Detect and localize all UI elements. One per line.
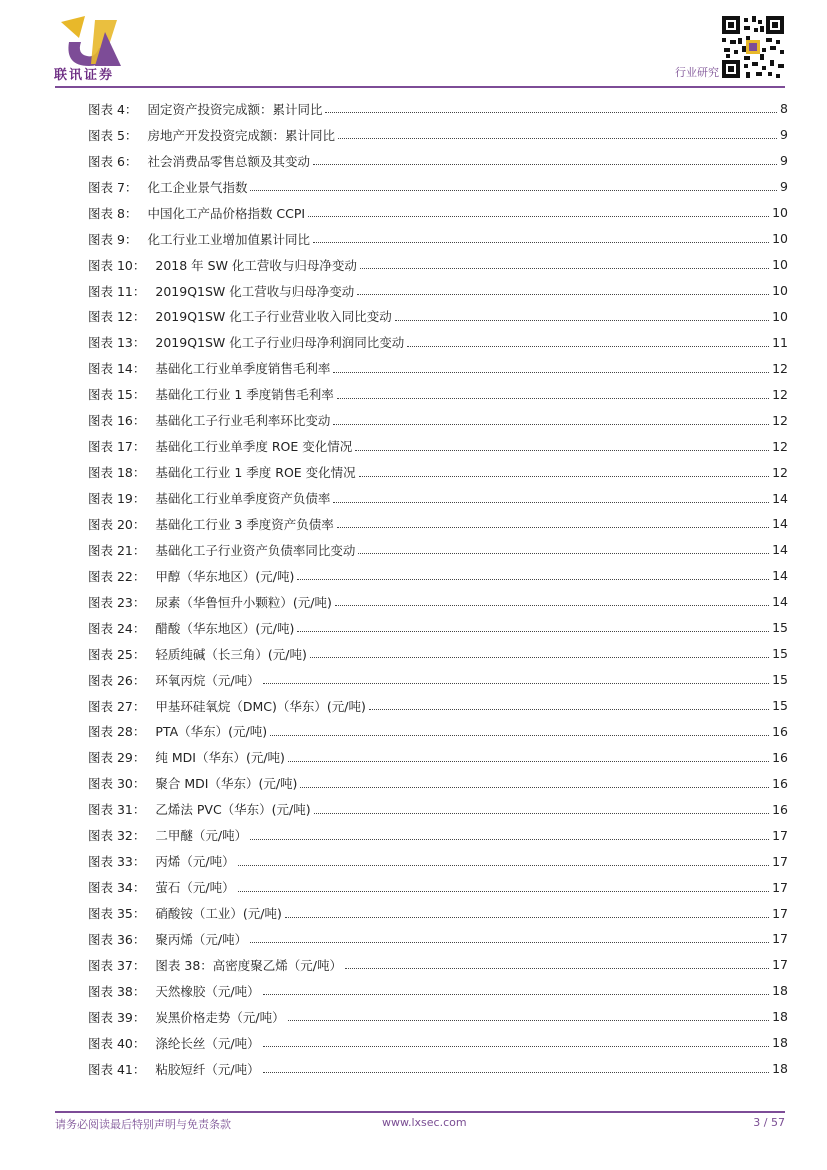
toc-entry-page: 15 (772, 698, 788, 714)
toc-entry-title: 固定资产投资完成额：累计同比 (147, 101, 323, 117)
toc-entry[interactable] (88, 926, 788, 952)
toc-entry[interactable] (88, 122, 788, 148)
toc-entry-title: 二甲醚（元/吨） (155, 828, 248, 844)
toc-entry-label: 图表 34： (88, 880, 146, 896)
toc-entry[interactable] (88, 252, 788, 278)
toc-entry-label: 图表 26： (88, 672, 146, 688)
toc-entry-title: 萤石（元/吨） (155, 880, 235, 896)
toc-dot-leader (313, 242, 769, 243)
toc-dot-leader (250, 190, 777, 191)
toc-entry[interactable] (88, 615, 788, 641)
industry-label: 行业研究 (675, 66, 719, 79)
toc-entry[interactable] (88, 148, 788, 174)
toc-dot-leader (314, 813, 769, 814)
toc-entry[interactable] (88, 1030, 788, 1056)
toc-entry-label: 图表 17： (88, 439, 146, 455)
toc-entry-page: 11 (772, 334, 788, 350)
toc-entry[interactable] (88, 485, 788, 511)
toc-entry-label: 图表 4： (88, 101, 138, 117)
toc-entry-page: 16 (772, 749, 788, 765)
figure-index (88, 96, 788, 1082)
toc-dot-leader (360, 268, 769, 269)
toc-entry-label: 图表 41： (88, 1061, 146, 1077)
toc-entry-label: 图表 16： (88, 413, 146, 429)
toc-entry-label: 图表 12： (88, 309, 146, 325)
toc-entry-label: 图表 40： (88, 1035, 146, 1051)
toc-entry[interactable] (88, 719, 788, 745)
toc-dot-leader (270, 735, 769, 736)
toc-dot-leader (345, 968, 769, 969)
toc-entry[interactable] (88, 304, 788, 330)
toc-dot-leader (337, 527, 769, 528)
toc-entry-title: 中国化工产品价格指数 CCPI (147, 205, 306, 221)
toc-entry-title: 基础化工行业单季度销售毛利率 (155, 361, 331, 377)
toc-entry-title: 基础化工行业 1 季度销售毛利率 (155, 387, 334, 403)
toc-entry[interactable] (88, 433, 788, 459)
toc-entry-page: 17 (772, 905, 788, 921)
toc-entry-title: 图表 38：高密度聚乙烯（元/吨） (155, 957, 342, 973)
toc-entry-label: 图表 32： (88, 828, 146, 844)
toc-entry-title: 丙烯（元/吨） (155, 854, 235, 870)
toc-dot-leader (355, 450, 769, 451)
toc-entry-page: 15 (772, 672, 788, 688)
toc-entry-page: 18 (772, 983, 788, 999)
toc-entry[interactable] (88, 952, 788, 978)
header-divider (55, 86, 785, 88)
company-name: 联讯证券 (54, 68, 115, 83)
toc-entry-page: 17 (772, 853, 788, 869)
toc-entry[interactable] (88, 900, 788, 926)
toc-entry-page: 10 (772, 308, 788, 324)
toc-entry-title: 2019Q1SW 化工营收与归母净变动 (155, 283, 355, 299)
toc-entry[interactable] (88, 641, 788, 667)
toc-entry-page: 9 (780, 153, 788, 169)
toc-entry-label: 图表 39： (88, 1009, 146, 1025)
toc-entry-title: 环氧丙烷（元/吨） (155, 672, 260, 688)
toc-entry-page: 18 (772, 1009, 788, 1025)
toc-entry-page: 18 (772, 1061, 788, 1077)
toc-entry-title: 醋酸（华东地区）(元/吨) (155, 620, 295, 636)
toc-dot-leader (250, 942, 769, 943)
toc-entry-title: 基础化工行业 3 季度资产负债率 (155, 516, 334, 532)
toc-dot-leader (358, 553, 769, 554)
footer-disclaimer: 请务必阅读最后特别声明与免责条款 (55, 1118, 231, 1131)
toc-entry[interactable] (88, 537, 788, 563)
toc-entry-label: 图表 27： (88, 698, 146, 714)
page-header (0, 0, 827, 90)
toc-entry-page: 10 (772, 257, 788, 273)
toc-entry-title: 尿素（华鲁恒升小颗粒）(元/吨) (155, 594, 332, 610)
toc-dot-leader (288, 1020, 769, 1021)
toc-entry-page: 15 (772, 646, 788, 662)
toc-entry-page: 12 (772, 360, 788, 376)
toc-entry-title: 社会消费品零售总额及其变动 (147, 153, 310, 169)
toc-dot-leader (359, 476, 769, 477)
toc-entry-label: 图表 21： (88, 542, 146, 558)
toc-entry-label: 图表 33： (88, 854, 146, 870)
toc-entry[interactable] (88, 355, 788, 381)
toc-entry-page: 9 (780, 179, 788, 195)
toc-dot-leader (263, 1046, 769, 1047)
toc-entry-title: 乙烯法 PVC（华东）(元/吨) (155, 802, 311, 818)
toc-dot-leader (297, 631, 769, 632)
toc-dot-leader (263, 994, 769, 995)
toc-entry-title: PTA（华东）(元/吨) (155, 724, 268, 740)
toc-entry-title: 粘胶短纤（元/吨） (155, 1061, 260, 1077)
toc-entry-label: 图表 31： (88, 802, 146, 818)
toc-entry-label: 图表 11： (88, 283, 146, 299)
toc-entry[interactable] (88, 848, 788, 874)
toc-entry-title: 2018 年 SW 化工营收与归母净变动 (155, 257, 357, 273)
toc-entry-page: 10 (772, 205, 788, 221)
toc-entry-label: 图表 8： (88, 205, 138, 221)
toc-entry-title: 聚合 MDI（华东）(元/吨) (155, 776, 298, 792)
toc-entry-page: 8 (780, 101, 788, 117)
toc-entry[interactable] (88, 563, 788, 589)
toc-entry[interactable] (88, 693, 788, 719)
toc-dot-leader (333, 502, 769, 503)
toc-entry[interactable] (88, 667, 788, 693)
toc-entry[interactable] (88, 874, 788, 900)
toc-entry-label: 图表 5： (88, 127, 138, 143)
toc-entry-label: 图表 7： (88, 179, 138, 195)
toc-dot-leader (357, 294, 769, 295)
toc-entry[interactable] (88, 407, 788, 433)
toc-entry-label: 图表 13： (88, 335, 146, 351)
toc-entry-page: 17 (772, 957, 788, 973)
toc-entry-page: 15 (772, 620, 788, 636)
toc-entry[interactable] (88, 511, 788, 537)
toc-entry-label: 图表 23： (88, 594, 146, 610)
toc-entry[interactable] (88, 381, 788, 407)
toc-entry[interactable] (88, 1004, 788, 1030)
footer-website[interactable]: www.lxsec.com (382, 1116, 467, 1129)
toc-entry-title: 甲醇（华东地区）(元/吨) (155, 568, 295, 584)
toc-entry-title: 聚丙烯（元/吨） (155, 931, 248, 947)
toc-entry-title: 轻质纯碱（长三角）(元/吨) (155, 646, 307, 662)
toc-entry-page: 9 (780, 127, 788, 143)
toc-entry-page: 17 (772, 879, 788, 895)
toc-entry-page: 16 (772, 801, 788, 817)
toc-entry-page: 17 (772, 931, 788, 947)
toc-entry-title: 硝酸铵（工业）(元/吨) (155, 906, 282, 922)
toc-dot-leader (238, 865, 769, 866)
toc-entry-title: 基础化工行业 1 季度 ROE 变化情况 (155, 465, 356, 481)
toc-entry-page: 14 (772, 542, 788, 558)
toc-entry[interactable] (88, 744, 788, 770)
toc-entry-page: 14 (772, 594, 788, 610)
toc-entry-page: 17 (772, 827, 788, 843)
toc-dot-leader (313, 164, 777, 165)
toc-entry-title: 基础化工行业单季度资产负债率 (155, 491, 331, 507)
toc-entry[interactable] (88, 459, 788, 485)
toc-entry-label: 图表 38： (88, 983, 146, 999)
toc-entry-label: 图表 25： (88, 646, 146, 662)
toc-dot-leader (300, 787, 769, 788)
toc-dot-leader (238, 891, 769, 892)
toc-entry-page: 12 (772, 438, 788, 454)
toc-entry[interactable] (88, 978, 788, 1004)
toc-entry-title: 化工行业工业增加值累计同比 (147, 231, 310, 247)
toc-dot-leader (263, 683, 769, 684)
toc-entry[interactable] (88, 226, 788, 252)
toc-entry-title: 化工企业景气指数 (147, 179, 248, 195)
qr-code-icon (722, 16, 784, 78)
toc-entry-title: 天然橡胶（元/吨） (155, 983, 260, 999)
toc-entry-page: 10 (772, 283, 788, 299)
toc-entry-title: 2019Q1SW 化工子行业营业收入同比变动 (155, 309, 392, 325)
toc-entry-label: 图表 29： (88, 750, 146, 766)
toc-entry-page: 10 (772, 231, 788, 247)
toc-entry-label: 图表 28： (88, 724, 146, 740)
toc-entry-page: 14 (772, 490, 788, 506)
toc-entry-title: 纯 MDI（华东）(元/吨) (155, 750, 285, 766)
toc-entry-title: 炭黑价格走势（元/吨） (155, 1009, 285, 1025)
toc-dot-leader (250, 839, 769, 840)
toc-entry-label: 图表 37： (88, 957, 146, 973)
toc-entry[interactable] (88, 200, 788, 226)
toc-entry[interactable] (88, 770, 788, 796)
toc-entry-label: 图表 18： (88, 465, 146, 481)
toc-dot-leader (369, 709, 769, 710)
toc-entry-label: 图表 24： (88, 620, 146, 636)
toc-dot-leader (297, 579, 769, 580)
toc-entry-label: 图表 30： (88, 776, 146, 792)
toc-entry-label: 图表 6： (88, 153, 138, 169)
footer-page-number: 3 / 57 (753, 1116, 785, 1129)
toc-dot-leader (337, 398, 769, 399)
toc-entry-label: 图表 20： (88, 516, 146, 532)
toc-entry-page: 16 (772, 723, 788, 739)
toc-entry[interactable] (88, 1056, 788, 1082)
toc-dot-leader (333, 372, 769, 373)
toc-entry-label: 图表 19： (88, 491, 146, 507)
toc-dot-leader (310, 657, 769, 658)
toc-entry[interactable] (88, 796, 788, 822)
toc-entry-page: 18 (772, 1035, 788, 1051)
toc-entry-title: 2019Q1SW 化工子行业归母净利润同比变动 (155, 335, 405, 351)
toc-dot-leader (308, 216, 769, 217)
toc-entry-page: 12 (772, 386, 788, 402)
toc-entry-title: 甲基环硅氧烷（DMC)（华东）(元/吨) (155, 698, 366, 714)
toc-entry-title: 房地产开发投资完成额：累计同比 (147, 127, 335, 143)
toc-dot-leader (335, 605, 769, 606)
toc-entry-title: 基础化工行业单季度 ROE 变化情况 (155, 439, 353, 455)
toc-entry[interactable] (88, 589, 788, 615)
toc-entry[interactable] (88, 278, 788, 304)
toc-dot-leader (288, 761, 769, 762)
toc-entry-label: 图表 35： (88, 906, 146, 922)
toc-dot-leader (333, 424, 769, 425)
toc-entry-page: 12 (772, 464, 788, 480)
toc-entry[interactable] (88, 329, 788, 355)
toc-dot-leader (285, 917, 769, 918)
toc-entry-label: 图表 9： (88, 231, 138, 247)
toc-entry-label: 图表 15： (88, 387, 146, 403)
toc-entry[interactable] (88, 96, 788, 122)
toc-entry-title: 基础化工子行业资产负债率同比变动 (155, 542, 356, 558)
toc-entry[interactable] (88, 174, 788, 200)
toc-entry-page: 16 (772, 775, 788, 791)
toc-dot-leader (407, 346, 769, 347)
toc-entry-page: 14 (772, 516, 788, 532)
toc-dot-leader (395, 320, 769, 321)
toc-entry-title: 基础化工子行业毛利率环比变动 (155, 413, 331, 429)
toc-entry-page: 12 (772, 412, 788, 428)
toc-entry-label: 图表 22： (88, 568, 146, 584)
toc-entry[interactable] (88, 822, 788, 848)
toc-entry-label: 图表 10： (88, 257, 146, 273)
toc-entry-label: 图表 14： (88, 361, 146, 377)
toc-entry-label: 图表 36： (88, 931, 146, 947)
footer-divider (55, 1111, 785, 1113)
toc-dot-leader (338, 138, 777, 139)
toc-entry-title: 涤纶长丝（元/吨） (155, 1035, 260, 1051)
toc-entry-page: 14 (772, 568, 788, 584)
toc-dot-leader (325, 112, 777, 113)
toc-dot-leader (263, 1072, 769, 1073)
